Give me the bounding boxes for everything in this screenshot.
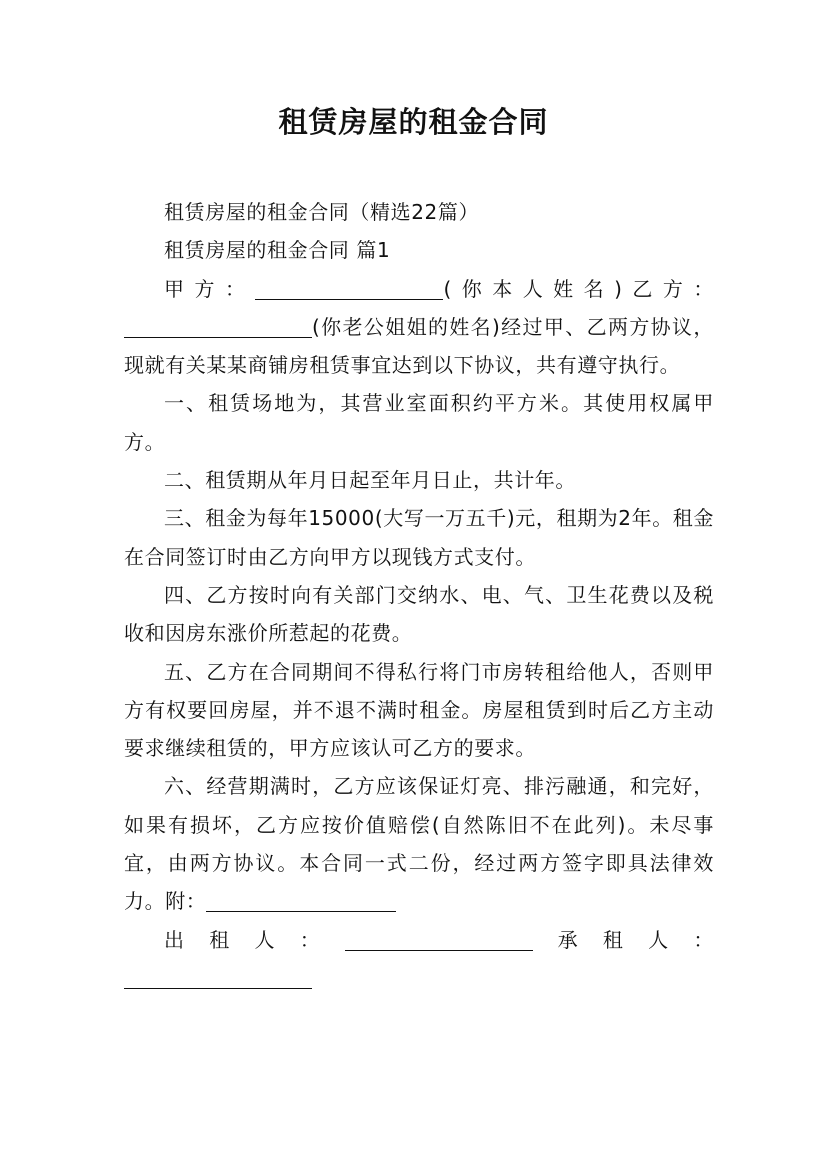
party-a-line [124,270,714,308]
clause-5: 五、乙方在合同期间不得私行将门市房转租给他人，否则甲方有权要回房屋，并不退不满时租金。房屋租赁到时后乙方主动要求继续租赁的，甲方应该认可乙方的要求。 [124,659,714,761]
lessor-signature-blank [345,928,533,951]
document-title: 租赁房屋的租金合同 [278,105,549,139]
clause-3: 三、租金为每年15000(大写一万五千)元，租期为2年。租金在合同签订时由乙方向甲方以现钱方式支付。 [124,506,714,569]
signature-line [124,921,714,959]
lessee-signature-blank [124,966,312,989]
clause-1: 一、租赁场地为，其营业室面积约平方米。其使用权属甲方。 [124,391,714,454]
document-body [124,193,714,997]
lessee-label: 承租人： [533,927,714,952]
party-b-paragraph [124,308,714,385]
section-heading: 租赁房屋的租金合同 篇1 [164,238,391,263]
clause-4: 四、乙方按时向有关部门交纳水、电、气、卫生花费以及税收和因房东涨价所惹起的花费。 [124,582,714,646]
party-b-name-blank [124,315,312,338]
party-a-note: (你本人姓名)乙方： [443,276,714,301]
party-a-label: 甲方： [164,276,256,301]
clause-6-text: 六、经营期满时，乙方应该保证灯亮、排污融通，和完好，如果有损坏，乙方应按价值赔偿(自然陈旧不在此列)。未尽事宜，由两方协议。本合同一式二份，经过两方签字即具法律效力。附： [124,774,714,914]
party-b-note: (你老公姐姐的姓名)经过甲、乙两方协议，现就有关某某商铺房租赁事宜达到以下协议，共有遵守执行。 [124,314,714,378]
clause-2: 二、租赁期从年月日起至年月日止，共计年。 [164,468,576,493]
clause-6 [124,767,714,920]
attachment-blank [206,889,396,912]
lessee-signature-line [124,959,714,997]
lessor-label: 出租人： [164,927,345,952]
party-a-name-blank [255,277,443,300]
subtitle-paragraph: 租赁房屋的租金合同（精选22篇） [164,200,480,224]
